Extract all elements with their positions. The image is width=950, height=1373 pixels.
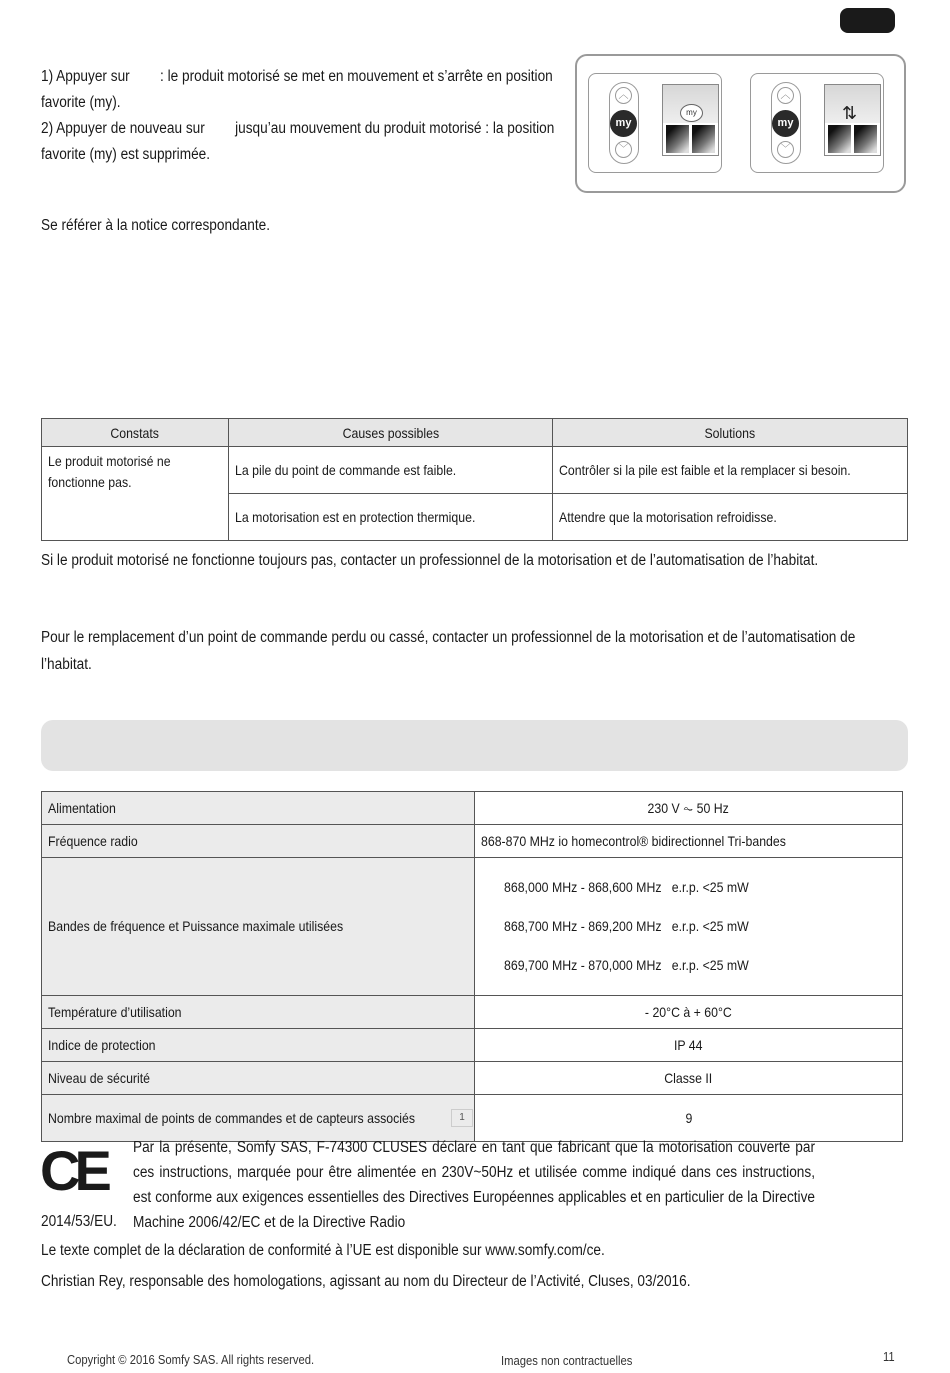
spec-row xyxy=(42,1028,903,1061)
spec-row xyxy=(42,995,903,1028)
spec-value: 9 xyxy=(475,1094,903,1141)
spec-label: Température d’utilisation xyxy=(42,995,475,1028)
spec-label: Bandes de fréquence et Puissance maximale utilisées xyxy=(42,858,475,996)
footer-disclaimer: Images non contractuelles xyxy=(501,1354,633,1368)
up-down-arrows-icon: ⇅ xyxy=(842,103,858,123)
spec-value: - 20°C à + 60°C xyxy=(475,995,903,1028)
window-pane xyxy=(666,125,689,153)
declaration-text: Par la présente, Somfy SAS, F-74300 CLUSES déclare en tant que fabricant que la motorisation couverte par ces instructions, marquée pour être alimentée en 230V~50Hz et utilisée comme indiqué dans ces instructions, est conforme aux exigences essentielles des Directives Européennes applicables et en particulier de la Directive Machine 2006/42/EC et de la Directive Radio xyxy=(133,1139,815,1231)
replacement-note-line-2: l’habitat. xyxy=(41,656,92,673)
spec-row xyxy=(42,858,903,996)
see-page-icon: 1 xyxy=(451,1109,473,1127)
spec-label: Fréquence radio xyxy=(42,825,475,858)
troubleshooting-table xyxy=(41,418,908,541)
table-header-row xyxy=(42,419,908,447)
window-pane xyxy=(828,125,851,153)
solution-cell: Contrôler si la pile est faible et la remplacer si besoin. xyxy=(553,447,908,494)
illustration-panel-move-to-favorite xyxy=(588,73,722,173)
language-tab xyxy=(840,8,895,33)
cause-cell: La pile du point de commande est faible. xyxy=(229,447,553,494)
replacement-note-line-1: Pour le remplacement d’un point de commande perdu ou cassé, contacter un professionnel de la motorisation et de l’automatisation de xyxy=(41,629,856,646)
specifications-table xyxy=(41,791,903,1142)
window-pane xyxy=(854,125,877,153)
chevron-down-icon: ﹀ xyxy=(777,141,794,158)
spec-label: Indice de protection xyxy=(42,1028,475,1061)
spec-value: Classe II xyxy=(475,1061,903,1094)
ce-mark-logo: CE xyxy=(40,1139,106,1202)
spec-value: 868,000 MHz - 868,600 MHz e.r.p. <25 mW 868,700 MHz - 869,200 MHz e.r.p. <25 mW 869,700 MHz - 870,000 MHz e.r.p. <25 mW xyxy=(475,858,903,996)
table-row xyxy=(42,447,908,494)
spec-label: Niveau de sécurité xyxy=(42,1061,475,1094)
refer-note: Se référer à la notice correspondante. xyxy=(41,217,270,234)
favorite-position-instructions xyxy=(41,64,555,168)
footer-copyright: Copyright © 2016 Somfy SAS. All rights reserved. xyxy=(67,1353,315,1367)
spec-value: 230 V ⏦ 50 Hz xyxy=(475,792,903,825)
section-heading-bar xyxy=(41,720,908,771)
page-number: 11 xyxy=(883,1350,895,1364)
chevron-up-icon: ︿ xyxy=(615,87,632,104)
spec-label: Nombre maximal de points de commandes et de capteurs associés 1 xyxy=(42,1094,475,1141)
my-button: my xyxy=(610,110,637,137)
column-header: Causes possibles xyxy=(229,419,553,447)
chevron-up-icon: ︿ xyxy=(777,87,794,104)
declaration-url-note: Le texte complet de la déclaration de conformité à l’UE est disponible sur www.somfy.com/ce. xyxy=(41,1242,605,1259)
cause-cell: La motorisation est en protection thermique. xyxy=(229,494,553,541)
remote-illustration xyxy=(575,54,906,193)
solution-cell: Attendre que la motorisation refroidisse. xyxy=(553,494,908,541)
column-header: Solutions xyxy=(553,419,908,447)
declaration-text-end: 2014/53/EU. xyxy=(41,1213,117,1230)
contact-note: Si le produit motorisé ne fonctionne toujours pas, contacter un professionnel de la motorisation et de l’automatisation de l’habitat. xyxy=(41,552,819,569)
spec-value: 868-870 MHz io homecontrol® bidirectionnel Tri-bandes xyxy=(475,825,903,858)
window-pane xyxy=(692,125,715,153)
remote-control xyxy=(609,82,639,164)
intro-line-4: favorite (my) est supprimée. xyxy=(41,146,211,163)
declaration-signatory: Christian Rey, responsable des homologations, agissant au nom du Directeur de l’Activité, Cluses, 03/2016. xyxy=(41,1273,691,1290)
intro-line-1: 1) Appuyer sur : le produit motorisé se met en mouvement et s’arrête en position xyxy=(41,68,553,85)
my-position-label: my xyxy=(680,104,703,122)
column-header: Constats xyxy=(42,419,229,447)
spec-row xyxy=(42,825,903,858)
remote-control xyxy=(771,82,801,164)
my-button: my xyxy=(772,110,799,137)
illustration-panel-delete-favorite xyxy=(750,73,884,173)
spec-row xyxy=(42,1061,903,1094)
spec-label: Alimentation xyxy=(42,792,475,825)
spec-value: IP 44 xyxy=(475,1028,903,1061)
intro-line-2: favorite (my). xyxy=(41,94,121,111)
spec-row xyxy=(42,1094,903,1141)
window-illustration xyxy=(824,84,881,156)
constat-cell: Le produit motorisé ne fonctionne pas. xyxy=(42,447,229,541)
spec-row xyxy=(42,792,903,825)
window-illustration xyxy=(662,84,719,156)
chevron-down-icon: ﹀ xyxy=(615,141,632,158)
intro-line-3: 2) Appuyer de nouveau sur jusqu’au mouvement du produit motorisé : la position xyxy=(41,120,555,137)
